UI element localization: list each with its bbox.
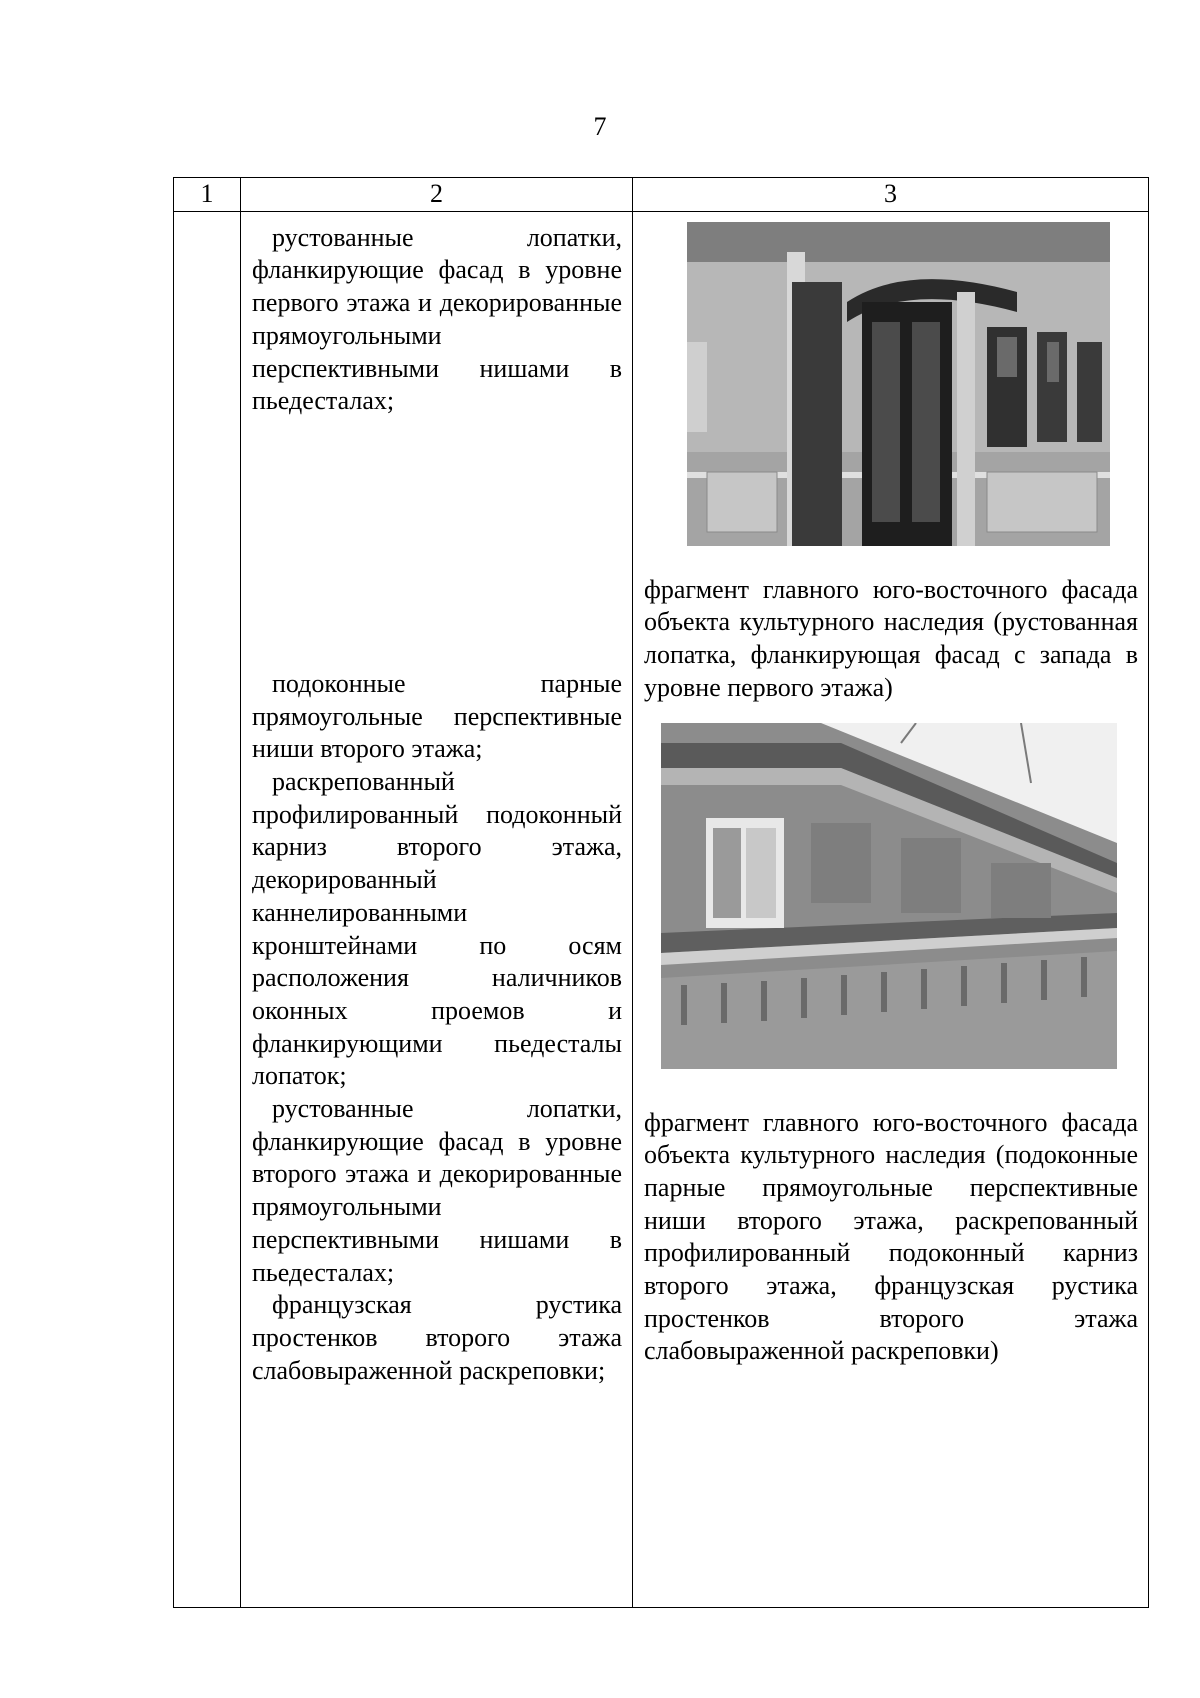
header-col-3: 3: [633, 178, 1149, 212]
header-col-1: 1: [174, 178, 241, 212]
list-item: подоконные парные прямоугольные перспективные ниши второго этажа;: [252, 668, 622, 764]
photo-caption-2: фрагмент главного юго-восточного фасада объекта культурного наследия (подоконные парные прямоугольные перспективные ниши второго этажа, раскрепованный профилированный подоконный карниз второго этажа, французская рустика простенков второго этажа слабовыраженной раскреповки): [644, 1107, 1138, 1366]
facade-photo-cornice: [661, 723, 1117, 1069]
list-item: рустованные лопатки, фланкирующие фасад в уровне второго этажа и декорированные прямоугольными перспективными нишами в пьедесталах;: [252, 1094, 622, 1287]
list-item: рустованные лопатки, фланкирующие фасад в уровне первого этажа и декорированные прямоугольными перспективными нишами в пьедесталах;: [252, 222, 622, 416]
page-number: 7: [593, 112, 607, 141]
table-header-row: [174, 178, 1149, 212]
cell-description: [241, 211, 633, 1607]
table-row: [174, 211, 1149, 1607]
facade-photo-entrance: [687, 222, 1110, 546]
list-item: раскрепованный профилированный подоконный карниз второго этажа, декорированный каннелированными кронштейнами по осям расположения наличников оконных проемов и фланкирующими пьедесталы лопаток;: [252, 767, 622, 1091]
photo-caption-1: фрагмент главного юго-восточного фасада объекта культурного наследия (рустованная лопатка, фланкирующая фасад с запада в уровне первого этажа): [644, 574, 1138, 702]
heritage-elements-table: [173, 177, 1149, 1608]
list-item: французская рустика простенков второго этажа слабовыраженной раскреповки;: [252, 1290, 622, 1385]
header-col-2: 2: [241, 178, 633, 212]
cell-number: [174, 211, 241, 1607]
cell-illustrations: [633, 211, 1149, 1607]
